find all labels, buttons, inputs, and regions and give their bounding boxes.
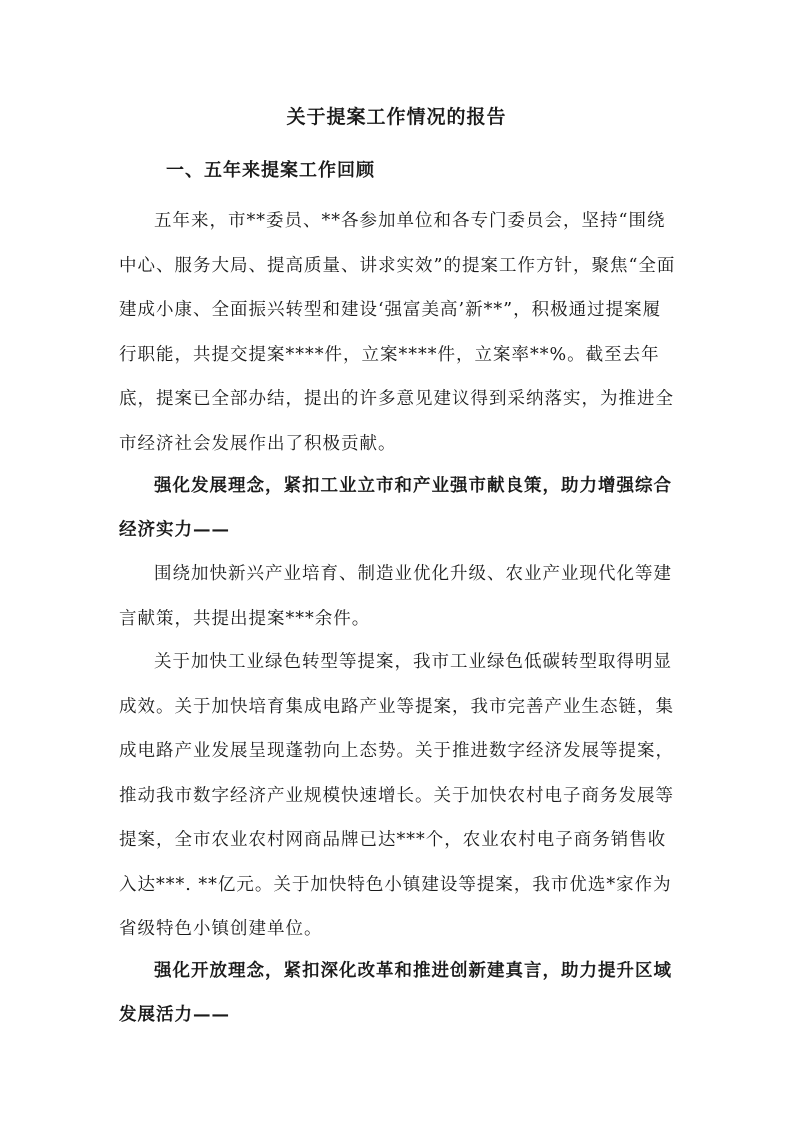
document-title: 关于提案工作情况的报告 bbox=[286, 106, 507, 128]
body-paragraph: 围绕加快新兴产业培育、制造业优化升级、农业产业现代化等建言献策，共提出提案***余件。 bbox=[119, 564, 672, 629]
subsection-heading: 强化开放理念，紧扣深化改革和推进创新建真言，助力提升区域发展活力—— bbox=[119, 961, 672, 1025]
body-paragraph: 五年来，市**委员、**各参加单位和各专门委员会，坚持“围绕中心、服务大局、提高质量、讲求实效”的提案工作方针，聚焦“全面建成小康、全面振兴转型和建设‘强富美高’新**”，积极通过提案履行职能，共提交提案****件，立案****件，立案率**%。截至去年底，提案已全部办结，提出的许多意见建议得到采纳落实，为推进全市经济社会发展作出了积极贡献。 bbox=[119, 211, 676, 454]
subsection-heading: 强化发展理念，紧扣工业立市和产业强市献良策，助力增强综合经济实力—— bbox=[119, 476, 672, 540]
body-paragraph: 关于加快工业绿色转型等提案，我市工业绿色低碳转型取得明显成效。关于加快培育集成电路产业等提案，我市完善产业生态链，集成电路产业发展呈现蓬勃向上态势。关于推进数字经济发展等提案，推动我市数字经济产业规模快速增长。关于加快农村电子商务发展等提案，全市农业农村网商品牌已达***个，农业农村电子商务销售收入达***. **亿元。关于加快特色小镇建设等提案，我市优选*家作为省级特色小镇创建单位。 bbox=[119, 652, 674, 939]
section-heading: 一、五年来提案工作回顾 bbox=[166, 160, 375, 181]
